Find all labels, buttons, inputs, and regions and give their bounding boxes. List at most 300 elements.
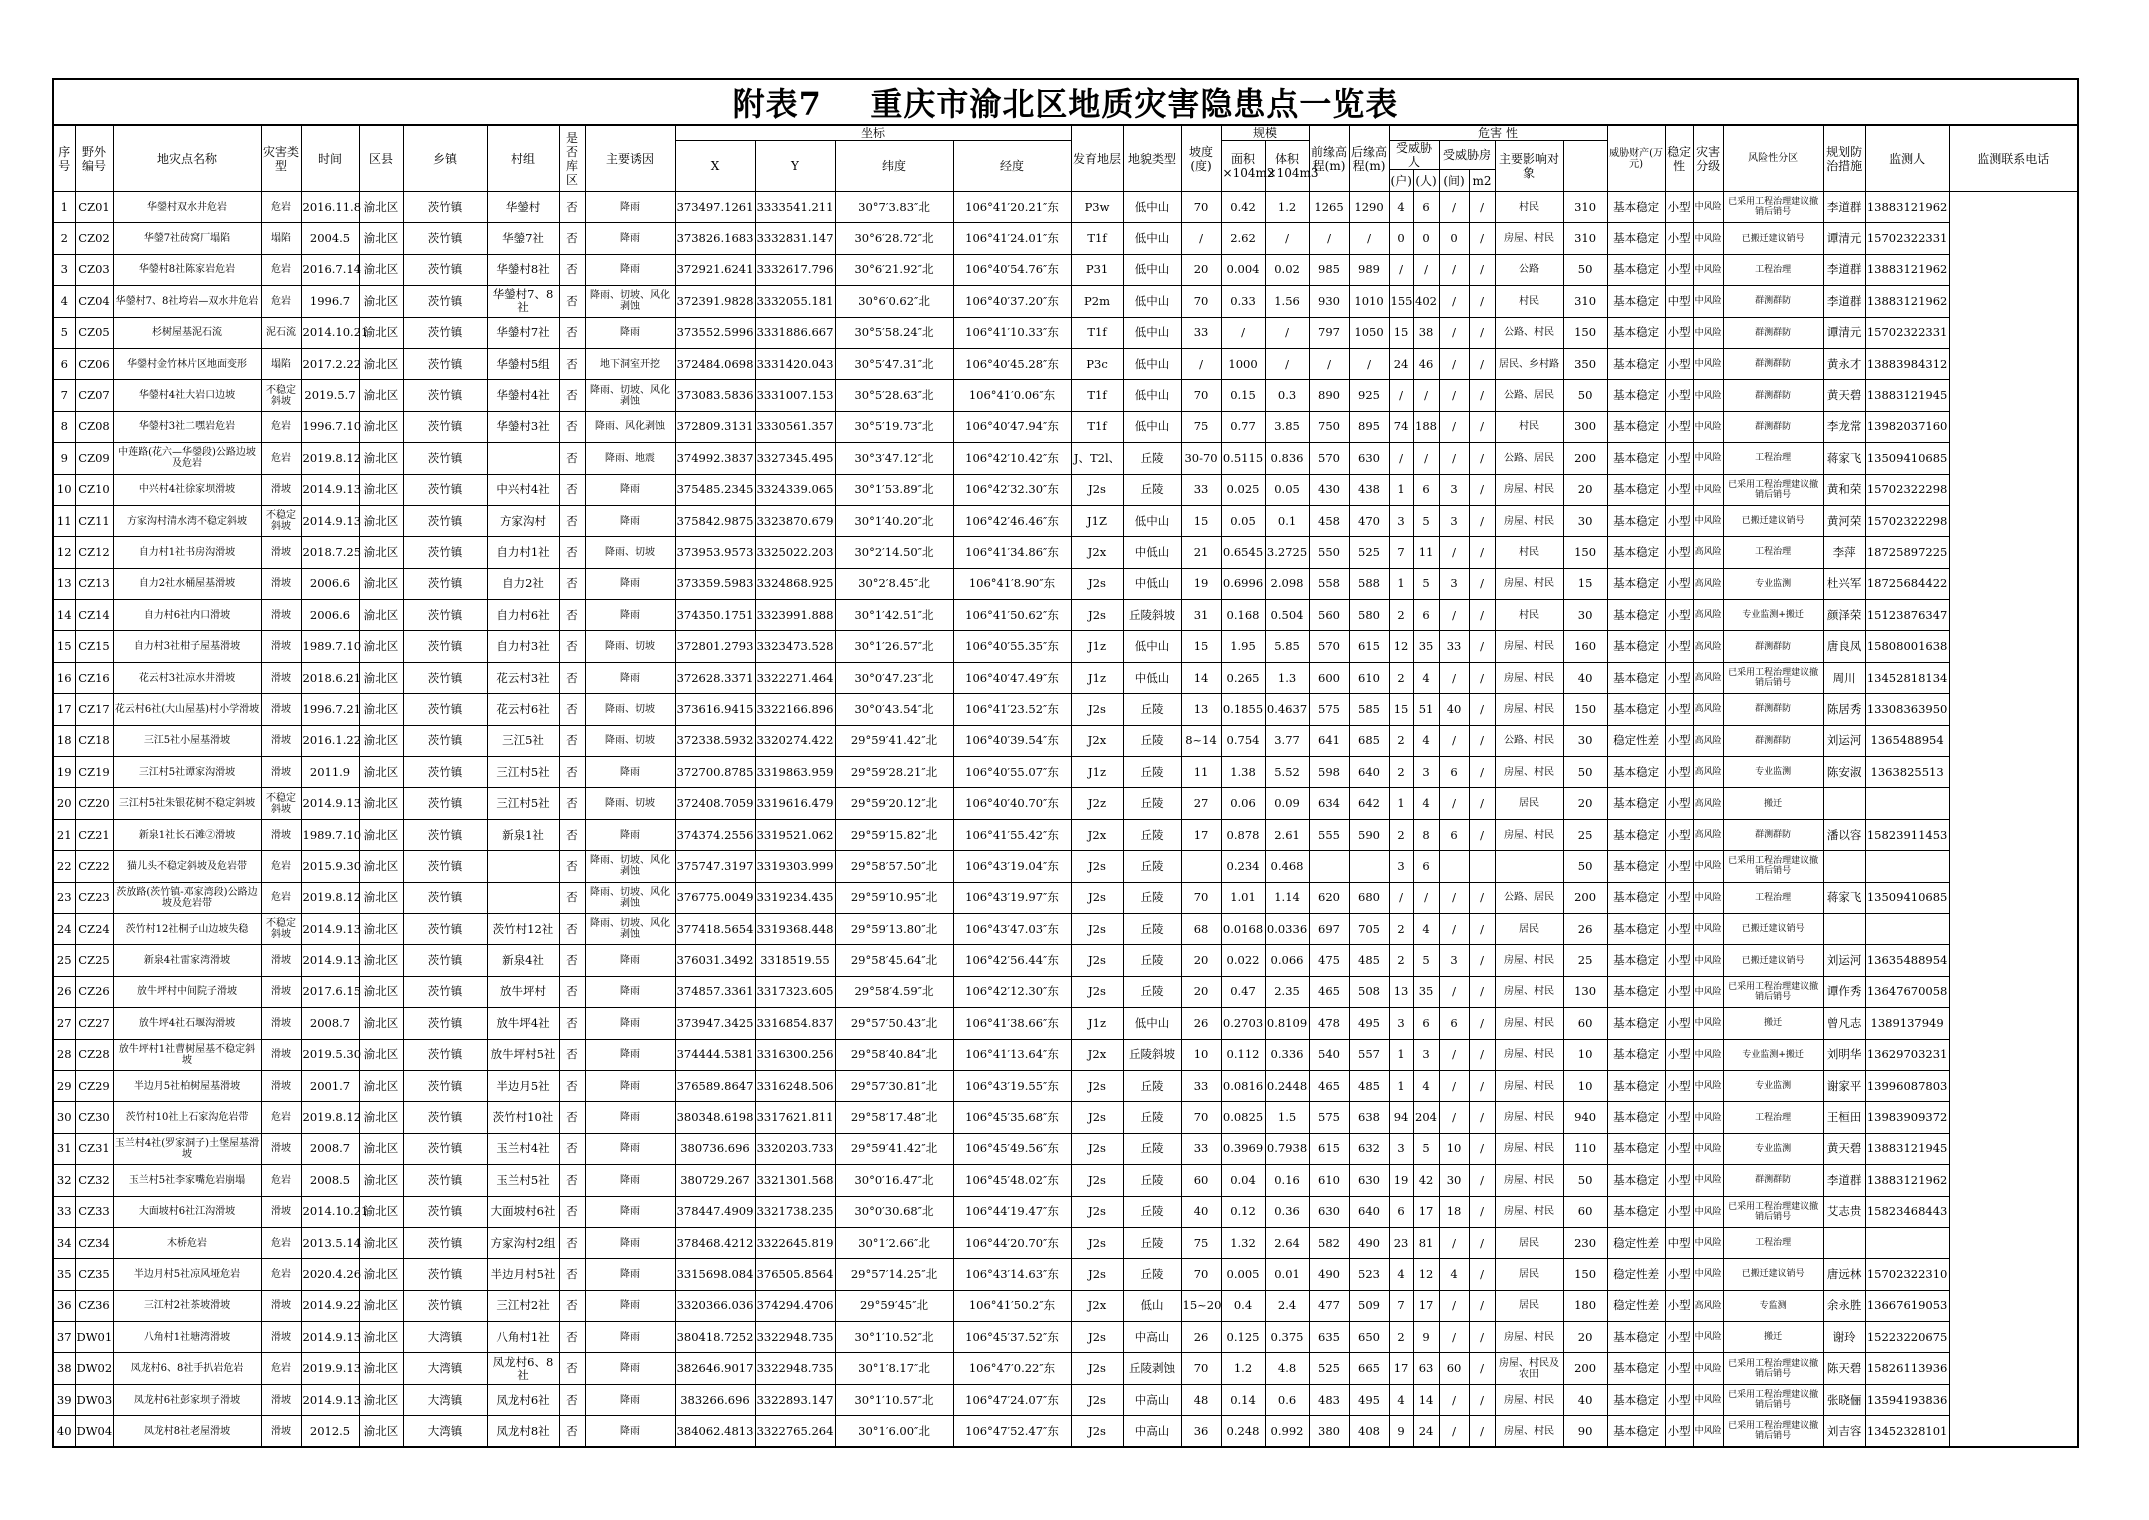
cell-grade: 小型 — [1665, 1384, 1693, 1415]
cell-monitor: 谢玲 — [1823, 1322, 1865, 1353]
cell-county: 渝北区 — [359, 1165, 403, 1196]
cell-households: 4 — [1389, 1259, 1413, 1290]
cell-rear-elev — [1349, 851, 1389, 882]
cell-code: DW01 — [75, 1322, 113, 1353]
cell-town: 茨竹镇 — [403, 1259, 487, 1290]
cell-village: 华鎣村4社 — [487, 380, 559, 411]
cell-slope: 27 — [1181, 788, 1221, 819]
cell-persons: 5 — [1413, 568, 1439, 599]
cell-lon: 106°40′55.07″东 — [953, 757, 1071, 788]
cell-landform: 丘陵 — [1123, 757, 1181, 788]
cell-type: 滑坡 — [261, 819, 301, 850]
cell-county: 渝北区 — [359, 600, 403, 631]
cell-property: 30 — [1563, 725, 1607, 756]
cell-slope: 10 — [1181, 1039, 1221, 1070]
cell-grade: 小型 — [1665, 945, 1693, 976]
cell-lat: 29°59′20.12″北 — [835, 788, 953, 819]
table-row — [53, 1165, 2078, 1196]
cell-time: 2008.5 — [301, 1165, 359, 1196]
cell-rear-elev: 470 — [1349, 505, 1389, 536]
cell-village: 三江村2社 — [487, 1290, 559, 1321]
cell-strata: J1z — [1071, 757, 1123, 788]
header-risk-zone: 风险性分区 — [1723, 125, 1823, 192]
cell-x: 373616.9415 — [675, 694, 755, 725]
cell-m2: / — [1469, 600, 1495, 631]
cell-code: CZ19 — [75, 757, 113, 788]
cell-county: 渝北区 — [359, 443, 403, 474]
header-persons: (人) — [1413, 170, 1439, 192]
cell-households: / — [1389, 443, 1413, 474]
cell-front-elev: 582 — [1309, 1227, 1349, 1258]
cell-m2: / — [1469, 788, 1495, 819]
cell-lat: 30°1′53.89″北 — [835, 474, 953, 505]
cell-front-elev: 465 — [1309, 1070, 1349, 1101]
cell-village: 花云村6社 — [487, 694, 559, 725]
cell-phone: 15123876347 — [1865, 600, 1949, 631]
cell-county: 渝北区 — [359, 757, 403, 788]
cell-county: 渝北区 — [359, 1322, 403, 1353]
cell-monitor: 黄天碧 — [1823, 380, 1865, 411]
cell-lon: 106°40′45.28″东 — [953, 348, 1071, 379]
cell-lon: 106°41′55.42″东 — [953, 819, 1071, 850]
cell-front-elev: 890 — [1309, 380, 1349, 411]
cell-time: 2014.9.13 — [301, 1384, 359, 1415]
cell-objects: 居民、乡村路 — [1495, 348, 1563, 379]
cell-rooms: / — [1439, 380, 1469, 411]
cell-strata: P2m — [1071, 286, 1123, 317]
cell-county: 渝北区 — [359, 254, 403, 285]
cell-front-elev: 477 — [1309, 1290, 1349, 1321]
cell-type: 滑坡 — [261, 568, 301, 599]
cell-phone: 15702322298 — [1865, 505, 1949, 536]
cell-risk-zone: 中风险 — [1693, 348, 1723, 379]
cell-persons: 9 — [1413, 1322, 1439, 1353]
cell-slope: 15~20 — [1181, 1290, 1221, 1321]
cell-grade: 小型 — [1665, 568, 1693, 599]
cell-m2: / — [1469, 1039, 1495, 1070]
cell-type: 危岩 — [261, 882, 301, 913]
table-row — [53, 694, 2078, 725]
cell-town: 茨竹镇 — [403, 443, 487, 474]
header-in-reservoir: 是否库区 — [559, 125, 585, 192]
cell-persons: 38 — [1413, 317, 1439, 348]
cell-persons: 51 — [1413, 694, 1439, 725]
cell-lon: 106°43′47.03″东 — [953, 913, 1071, 944]
cell-monitor: 陈天碧 — [1823, 1353, 1865, 1384]
cell-in-reservoir: 否 — [559, 505, 585, 536]
cell-volume: / — [1265, 223, 1309, 254]
cell-code: CZ28 — [75, 1039, 113, 1070]
cell-risk-zone: 中风险 — [1693, 1070, 1723, 1101]
cell-village: 华鎣村7、8社 — [487, 286, 559, 317]
cell-name: 半边月村5社凉风垭危岩 — [113, 1259, 261, 1290]
cell-phone: 13883121962 — [1865, 192, 1949, 223]
cell-lat: 29°58′40.84″北 — [835, 1039, 953, 1070]
cell-in-reservoir: 否 — [559, 380, 585, 411]
cell-volume: 0.992 — [1265, 1416, 1309, 1447]
cell-monitor: 曾凡志 — [1823, 1008, 1865, 1039]
cell-county: 渝北区 — [359, 474, 403, 505]
cell-time: 2016.11.8 — [301, 192, 359, 223]
cell-stability: 稳定性差 — [1607, 1290, 1665, 1321]
table-row — [53, 1133, 2078, 1164]
cell-town: 茨竹镇 — [403, 1008, 487, 1039]
cell-measures: 已采用工程治理建议撤销后销号 — [1723, 192, 1823, 223]
cell-measures: 搬迁 — [1723, 788, 1823, 819]
cell-stability: 基本稳定 — [1607, 851, 1665, 882]
cell-slope: 19 — [1181, 568, 1221, 599]
cell-village — [487, 851, 559, 882]
cell-slope: 70 — [1181, 286, 1221, 317]
cell-m2: / — [1469, 474, 1495, 505]
cell-in-reservoir: 否 — [559, 1416, 585, 1447]
cell-grade: 小型 — [1665, 1165, 1693, 1196]
cell-phone: 15223220675 — [1865, 1322, 1949, 1353]
cell-measures: 专业监测 — [1723, 1133, 1823, 1164]
table-row — [53, 945, 2078, 976]
cell-rooms: 0 — [1439, 223, 1469, 254]
cell-y: 3324868.925 — [755, 568, 835, 599]
cell-code: CZ21 — [75, 819, 113, 850]
cell-households: 2 — [1389, 600, 1413, 631]
cell-name: 杉树屋基泥石流 — [113, 317, 261, 348]
cell-property: 50 — [1563, 851, 1607, 882]
cell-seq: 13 — [53, 568, 75, 599]
cell-front-elev: 930 — [1309, 286, 1349, 317]
cell-x: 372801.2793 — [675, 631, 755, 662]
cell-grade: 小型 — [1665, 1416, 1693, 1447]
cell-type: 不稳定斜坡 — [261, 788, 301, 819]
cell-lat: 29°59′28.21″北 — [835, 757, 953, 788]
cell-measures: 群测群防 — [1723, 317, 1823, 348]
cell-phone: 13629703231 — [1865, 1039, 1949, 1070]
cell-rear-elev: / — [1349, 348, 1389, 379]
cell-area: 0.0816 — [1221, 1070, 1265, 1101]
cell-name: 华鎣村8社陈家岩危岩 — [113, 254, 261, 285]
cell-rooms: 3 — [1439, 505, 1469, 536]
cell-cause: 降雨 — [585, 505, 675, 536]
header-y: Y — [755, 141, 835, 192]
cell-lat: 30°1′40.20″北 — [835, 505, 953, 536]
table-row — [53, 1196, 2078, 1227]
cell-property: 20 — [1563, 788, 1607, 819]
cell-in-reservoir: 否 — [559, 882, 585, 913]
cell-seq: 14 — [53, 600, 75, 631]
cell-front-elev: 540 — [1309, 1039, 1349, 1070]
cell-persons: 6 — [1413, 192, 1439, 223]
cell-objects: 村民 — [1495, 600, 1563, 631]
cell-rooms: / — [1439, 1416, 1469, 1447]
cell-measures: 已采用工程治理建议撤销后销号 — [1723, 1416, 1823, 1447]
cell-seq: 15 — [53, 631, 75, 662]
cell-village: 放牛坪村 — [487, 976, 559, 1007]
cell-volume: 0.36 — [1265, 1196, 1309, 1227]
cell-time: 1996.7 — [301, 286, 359, 317]
cell-time: 2018.7.25 — [301, 537, 359, 568]
table-row — [53, 474, 2078, 505]
cell-type: 不稳定斜坡 — [261, 505, 301, 536]
header-x: X — [675, 141, 755, 192]
cell-risk-zone: 中风险 — [1693, 1008, 1723, 1039]
cell-area: 0.878 — [1221, 819, 1265, 850]
cell-type: 滑坡 — [261, 1133, 301, 1164]
cell-type: 滑坡 — [261, 474, 301, 505]
cell-landform: 低中山 — [1123, 1008, 1181, 1039]
cell-area: 0.4 — [1221, 1290, 1265, 1321]
cell-in-reservoir: 否 — [559, 694, 585, 725]
cell-strata: J2s — [1071, 1259, 1123, 1290]
cell-volume: 2.4 — [1265, 1290, 1309, 1321]
cell-in-reservoir: 否 — [559, 976, 585, 1007]
cell-risk-zone: 中风险 — [1693, 1353, 1723, 1384]
cell-front-elev: 797 — [1309, 317, 1349, 348]
cell-area: 0.33 — [1221, 286, 1265, 317]
cell-volume: 5.52 — [1265, 757, 1309, 788]
cell-in-reservoir: 否 — [559, 192, 585, 223]
cell-y: 376505.8564 — [755, 1259, 835, 1290]
cell-monitor: 周川 — [1823, 662, 1865, 693]
cell-cause: 降雨 — [585, 1133, 675, 1164]
cell-type: 滑坡 — [261, 976, 301, 1007]
cell-measures: 已采用工程治理建议撤销后销号 — [1723, 976, 1823, 1007]
cell-grade: 小型 — [1665, 851, 1693, 882]
cell-measures: 已搬迁建议销号 — [1723, 945, 1823, 976]
header-measures: 规划防治措施 — [1823, 125, 1865, 192]
cell-strata: J2s — [1071, 1070, 1123, 1101]
cell-stability: 基本稳定 — [1607, 1070, 1665, 1101]
cell-area: 1.2 — [1221, 1353, 1265, 1384]
cell-county: 渝北区 — [359, 851, 403, 882]
cell-m2: / — [1469, 223, 1495, 254]
cell-code: CZ13 — [75, 568, 113, 599]
cell-risk-zone: 高风险 — [1693, 1290, 1723, 1321]
cell-volume: 2.64 — [1265, 1227, 1309, 1258]
cell-volume: 0.836 — [1265, 443, 1309, 474]
cell-landform: 丘陵 — [1123, 1165, 1181, 1196]
cell-m2: / — [1469, 1384, 1495, 1415]
hazard-table — [52, 124, 2079, 1448]
cell-town: 大湾镇 — [403, 1384, 487, 1415]
cell-persons: 3 — [1413, 757, 1439, 788]
cell-property: 150 — [1563, 1259, 1607, 1290]
cell-x: 372391.9828 — [675, 286, 755, 317]
cell-m2: / — [1469, 1227, 1495, 1258]
header-time: 时间 — [301, 125, 359, 192]
cell-y: 3318519.55 — [755, 945, 835, 976]
cell-grade: 小型 — [1665, 223, 1693, 254]
cell-name: 新泉1社长石滩②滑坡 — [113, 819, 261, 850]
cell-measures: 工程治理 — [1723, 443, 1823, 474]
cell-time: 2014.9.13 — [301, 945, 359, 976]
cell-property: 110 — [1563, 1133, 1607, 1164]
cell-town: 茨竹镇 — [403, 913, 487, 944]
cell-phone: 13308363950 — [1865, 694, 1949, 725]
cell-strata: J2x — [1071, 537, 1123, 568]
cell-m2: / — [1469, 1102, 1495, 1133]
cell-front-elev: 550 — [1309, 537, 1349, 568]
table-row — [53, 851, 2078, 882]
cell-objects: 居民 — [1495, 1259, 1563, 1290]
cell-seq: 22 — [53, 851, 75, 882]
cell-m2: / — [1469, 505, 1495, 536]
cell-code: CZ07 — [75, 380, 113, 411]
cell-objects: 房屋、村民 — [1495, 568, 1563, 599]
cell-in-reservoir: 否 — [559, 474, 585, 505]
cell-lat: 29°57′50.43″北 — [835, 1008, 953, 1039]
cell-seq: 28 — [53, 1039, 75, 1070]
cell-in-reservoir: 否 — [559, 348, 585, 379]
cell-landform: 低中山 — [1123, 254, 1181, 285]
cell-code: CZ20 — [75, 788, 113, 819]
cell-y: 3319616.479 — [755, 788, 835, 819]
cell-front-elev: 575 — [1309, 694, 1349, 725]
cell-persons: 5 — [1413, 1133, 1439, 1164]
cell-seq: 37 — [53, 1322, 75, 1353]
cell-strata: J2s — [1071, 1384, 1123, 1415]
cell-rear-elev: 632 — [1349, 1133, 1389, 1164]
cell-slope: 68 — [1181, 913, 1221, 944]
cell-lon: 106°40′54.76″东 — [953, 254, 1071, 285]
cell-village: 华鎣村3社 — [487, 411, 559, 442]
cell-m2 — [1469, 851, 1495, 882]
cell-volume: 0.468 — [1265, 851, 1309, 882]
cell-volume: 5.85 — [1265, 631, 1309, 662]
table-row — [53, 1384, 2078, 1415]
cell-stability: 基本稳定 — [1607, 1102, 1665, 1133]
cell-lon: 106°41′23.52″东 — [953, 694, 1071, 725]
cell-county: 渝北区 — [359, 631, 403, 662]
table-row — [53, 1290, 2078, 1321]
header-name: 地灾点名称 — [113, 125, 261, 192]
cell-x: 373083.5836 — [675, 380, 755, 411]
cell-m2: / — [1469, 1290, 1495, 1321]
cell-town: 茨竹镇 — [403, 1196, 487, 1227]
cell-lon: 106°44′19.47″东 — [953, 1196, 1071, 1227]
cell-property: 40 — [1563, 1384, 1607, 1415]
header-area: 面积×104m2 — [1221, 141, 1265, 192]
cell-volume: 0.504 — [1265, 600, 1309, 631]
cell-households: 12 — [1389, 631, 1413, 662]
header-rooms: (间) — [1439, 170, 1469, 192]
cell-persons: 17 — [1413, 1196, 1439, 1227]
table-row — [53, 254, 2078, 285]
cell-stability: 基本稳定 — [1607, 443, 1665, 474]
header-lon: 经度 — [953, 141, 1071, 192]
cell-cause: 降雨 — [585, 757, 675, 788]
cell-slope: 31 — [1181, 600, 1221, 631]
cell-area: 0.14 — [1221, 1384, 1265, 1415]
cell-measures: 搬迁 — [1723, 1322, 1823, 1353]
cell-rooms: / — [1439, 913, 1469, 944]
cell-time: 2014.9.13 — [301, 505, 359, 536]
cell-village: 放牛坪4社 — [487, 1008, 559, 1039]
cell-strata: J1z — [1071, 662, 1123, 693]
cell-property: 310 — [1563, 223, 1607, 254]
cell-strata: J2s — [1071, 976, 1123, 1007]
cell-volume: 1.14 — [1265, 882, 1309, 913]
cell-phone — [1865, 1227, 1949, 1258]
cell-time: 2014.9.13 — [301, 474, 359, 505]
cell-rear-elev: 1010 — [1349, 286, 1389, 317]
cell-monitor: 张晓俪 — [1823, 1384, 1865, 1415]
cell-time: 2016.1.22 — [301, 725, 359, 756]
cell-households: 24 — [1389, 348, 1413, 379]
cell-measures: 专业监测+搬迁 — [1723, 600, 1823, 631]
table-row — [53, 1416, 2078, 1447]
cell-x: 376775.0049 — [675, 882, 755, 913]
cell-town: 茨竹镇 — [403, 945, 487, 976]
cell-landform: 丘陵 — [1123, 945, 1181, 976]
cell-phone: 15702322298 — [1865, 474, 1949, 505]
cell-property: 40 — [1563, 662, 1607, 693]
cell-time: 2014.9.22 — [301, 1290, 359, 1321]
cell-rooms: 6 — [1439, 1008, 1469, 1039]
table-row — [53, 819, 2078, 850]
cell-monitor: 李龙常 — [1823, 411, 1865, 442]
header-rear-elev: 后缘高程(m) — [1349, 125, 1389, 192]
cell-persons: 46 — [1413, 348, 1439, 379]
cell-in-reservoir: 否 — [559, 1165, 585, 1196]
cell-stability: 基本稳定 — [1607, 1353, 1665, 1384]
cell-persons: 204 — [1413, 1102, 1439, 1133]
cell-area: 0.77 — [1221, 411, 1265, 442]
cell-in-reservoir: 否 — [559, 1133, 585, 1164]
cell-name: 新泉4社雷家湾滑坡 — [113, 945, 261, 976]
cell-code: CZ12 — [75, 537, 113, 568]
cell-x: 384062.4813 — [675, 1416, 755, 1447]
cell-phone: 15702322310 — [1865, 1259, 1949, 1290]
cell-seq: 40 — [53, 1416, 75, 1447]
cell-objects: 房屋、村民 — [1495, 945, 1563, 976]
cell-households: 2 — [1389, 1322, 1413, 1353]
cell-lat: 30°6′28.72″北 — [835, 223, 953, 254]
cell-grade: 小型 — [1665, 1133, 1693, 1164]
cell-code: DW03 — [75, 1384, 113, 1415]
cell-village: 三江村5社 — [487, 788, 559, 819]
cell-time: 2004.5 — [301, 223, 359, 254]
cell-code: CZ10 — [75, 474, 113, 505]
cell-seq: 23 — [53, 882, 75, 913]
cell-county: 渝北区 — [359, 694, 403, 725]
table-row — [53, 976, 2078, 1007]
cell-grade: 小型 — [1665, 443, 1693, 474]
cell-stability: 基本稳定 — [1607, 757, 1665, 788]
cell-households: 1 — [1389, 788, 1413, 819]
cell-rear-elev: 580 — [1349, 600, 1389, 631]
cell-x: 372809.3131 — [675, 411, 755, 442]
cell-county: 渝北区 — [359, 568, 403, 599]
cell-county: 渝北区 — [359, 1133, 403, 1164]
cell-volume: 1.56 — [1265, 286, 1309, 317]
cell-persons: 81 — [1413, 1227, 1439, 1258]
cell-area: / — [1221, 317, 1265, 348]
cell-risk-zone: 中风险 — [1693, 1322, 1723, 1353]
cell-phone: 15702322331 — [1865, 223, 1949, 254]
cell-phone: 13509410685 — [1865, 443, 1949, 474]
cell-rooms: 3 — [1439, 474, 1469, 505]
cell-risk-zone: 高风险 — [1693, 757, 1723, 788]
cell-area: 0.234 — [1221, 851, 1265, 882]
cell-in-reservoir: 否 — [559, 254, 585, 285]
cell-seq: 20 — [53, 788, 75, 819]
cell-landform: 丘陵 — [1123, 851, 1181, 882]
cell-lon: 106°41′38.66″东 — [953, 1008, 1071, 1039]
cell-name: 放牛坪4社石堰沟滑坡 — [113, 1008, 261, 1039]
cell-lon: 106°43′19.04″东 — [953, 851, 1071, 882]
cell-rooms: / — [1439, 537, 1469, 568]
cell-phone — [1865, 913, 1949, 944]
cell-grade: 小型 — [1665, 819, 1693, 850]
